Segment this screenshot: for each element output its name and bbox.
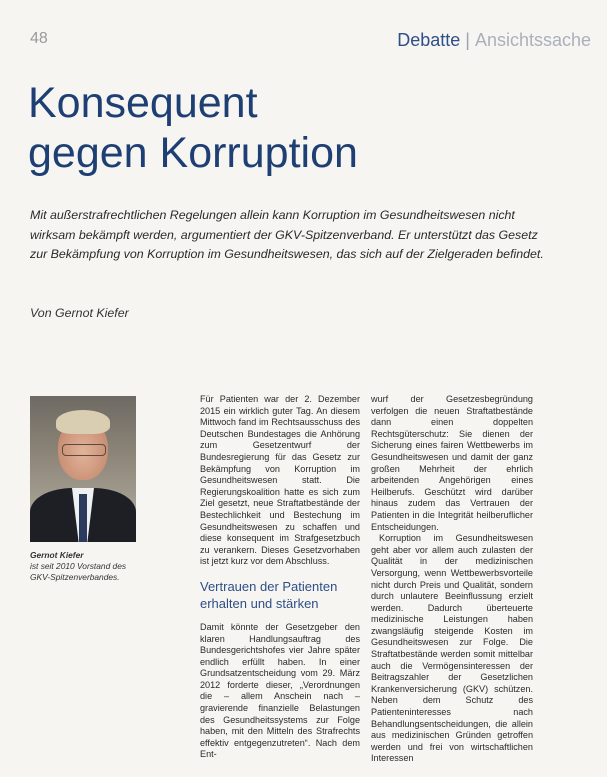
photo-hair <box>56 410 110 434</box>
body-column-middle <box>200 394 360 761</box>
section-name: Debatte <box>397 30 461 50</box>
photo-tie <box>79 494 87 542</box>
body-paragraph: Korruption im Gesundheitswesen geht aber vor allem auch zulasten der Qualität in der medizinischen Versorgung, wenn Wettbewerbsvorteile nicht durch Preis und Qualität, sondern durch unlautere Beeinflussung erzielt werden. Dadurch überteuerte medizinische Leistungen haben zwangsläufig steigende Kosten im Gesundheitswesen zur Folge. Die Straftatbestände werden somit mittelbar auch die Vermögensinteressen der Beitragszahler der Gesetzlichen Krankenversicherung (GKV) schützen. Neben dem Schutz des Patienteninteresses nach Behandlungsentscheidungen, die allein aus medizinischen Gründen getroffen werden und frei von wirtschaftlichen Interessen <box>371 533 533 764</box>
page-number: 48 <box>30 30 48 47</box>
title-line-1: Konsequent <box>28 79 258 127</box>
body-paragraph: wurf der Gesetzesbegründung verfolgen die neuen Straftatbestände dann einen doppelten Rechtsgüterschutz: Sie dienen der Sicherung eines fairen Wettbewerbs im Gesundheitswesen und damit der ganz großen Mehrheit der ehrlich arbeitenden Angehörigen eines Heilberufs. Geschützt wird darüber hinaus zudem das Vertrauen der Patienten in die Integrität heilberuflicher Entscheidungen. <box>371 394 533 532</box>
body-column-right <box>371 394 533 765</box>
body-paragraph: Damit könnte der Gesetzgeber den klaren Handlungsauftrag des Bundesgerichtshofes vier Jahre später endlich erfüllt haben. In einer Grundsatzentscheidung vom 29. März 2012 forderte dieser, „Verordnungen die – allem Anschein nach – gravierende finanzielle Belastungen des Gesundheitssystems zur Folge haben, mit den Mitteln des Strafrechts effektiv entgegenzutreten“. Nach dem Ent- <box>200 621 360 760</box>
section-separator: | <box>465 30 470 50</box>
author-photo <box>30 396 136 542</box>
body-paragraph: Für Patienten war der 2. Dezember 2015 ein wirklich guter Tag. An diesem Mittwoch fand im Rechtsausschuss des Deutschen Bundestages die Anhörung zum Gesetzentwurf der Bundesregierung für das Gesetz zur Bekämpfung von Korruption im Gesundheitswesen statt. Die Regierungskoalition hatte es sich zum Ziel gesetzt, neue Straftatbestände der Bestechlichkeit und Bestechung im Gesundheitswesen zu schaffen und diese konsequent im Strafgesetzbuch zu verankern. Dieses Gesetzvorhaben ist jetzt kurz vor dem Abschluss. <box>200 394 360 567</box>
byline: Von Gernot Kiefer <box>30 306 129 320</box>
article-lead: Mit außerstrafrechtlichen Regelungen allein kann Korruption im Gesundheitswesen nicht wirksam bekämpft werden, argumentiert der GKV-Spitzenverband. Er unterstützt das Gesetz zur Bekämpfung von Korruption im Gesundheitswesen, das sich auf der Zielgeraden befindet. <box>30 208 544 261</box>
section-header <box>397 30 591 51</box>
section-rubric: Ansichtssache <box>474 30 591 50</box>
article-title <box>28 78 568 178</box>
photo-caption <box>30 550 138 583</box>
caption-role: ist seit 2010 Vorstand des GKV-Spitzenverbandes. <box>30 561 127 582</box>
caption-name: Gernot Kiefer <box>30 550 84 560</box>
photo-glasses <box>62 444 106 456</box>
subheading: Vertrauen der Patienten erhalten und stärken <box>200 578 338 611</box>
title-line-2: gegen Korruption <box>28 129 358 177</box>
